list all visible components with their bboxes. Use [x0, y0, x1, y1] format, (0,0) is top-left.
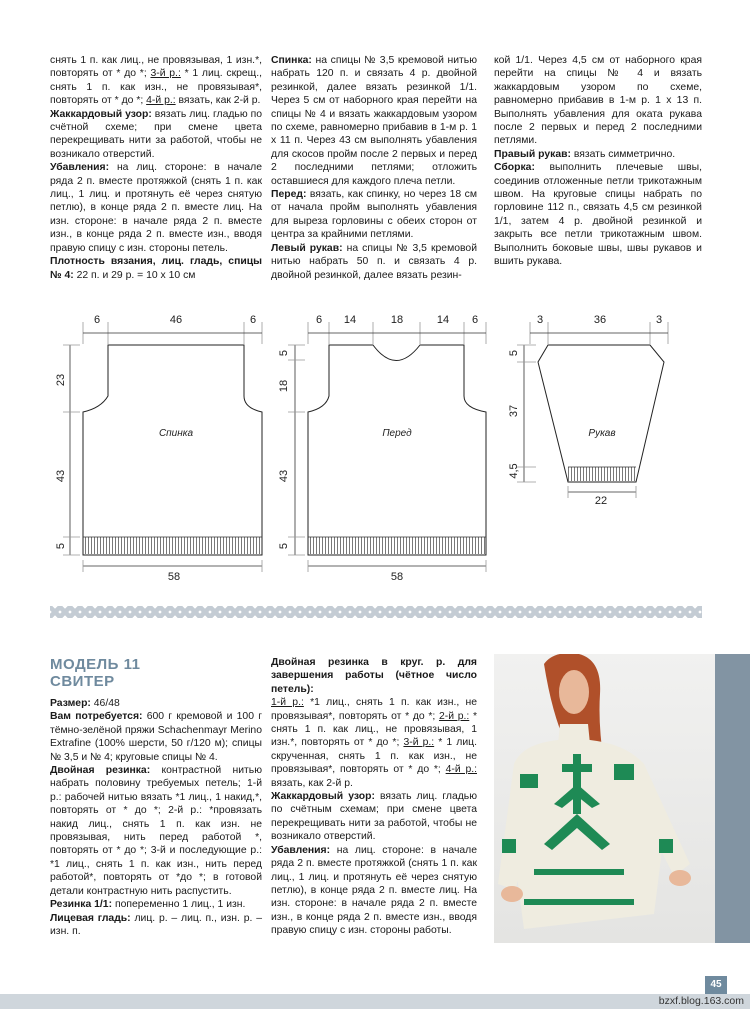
double-rib-paragraph: Двойная резинка: контрастной нитью набрать половину требуемых петель; 1-й р.: рабочей нитью вязать *1 лиц., 1 накид,*, повторять от * до *; 2-й р.: *провязать накид лиц., снять 1 п. как изн. не провязывая, нить перед работой *, повторять от * до *; 3-й и последующие р.: *1 лиц., снять 1 п. как изн., нить перед работой*, повторять от *до *; в готовой детали контрастную нить распустить. — [50, 765, 262, 897]
decorative-side-bar — [715, 654, 750, 943]
sleeve-diagram — [517, 322, 668, 498]
round-double-rib-paragraph: Двойная резинка в круг. р. для завершения работы (чётное число петель): 1-й р.: *1 лиц., снять 1 п. как изн., не провязывая*, повторять от * до *; 2-й р.: * снять 1 п. как лиц., не провязывая, 1 изн.*, повторять от * до *; 3-й р.: * 1 лиц. скрученная, снять 1 п. как изн., не провязывая*, повторять от * до *; 4-й р.: вязать, как 2-й р. — [271, 657, 478, 789]
back-paragraph: Спинка: на спицы № 3,5 кремовой нитью набрать 120 п. и связать 4 р. двойной резинкой, далее вязать резинкой 1/1. Через 5 см от наборного края перейти на спицы № 4 и вязать жаккардовым узором по схеме, равномерно прибавив в 1-м р. 1 х 11 п. Через 43 см выполнять убавления для скосов пройм после 2 первых и перед 2 последними петлями; отложить оставшиеся для каждого плеча петли. — [271, 55, 477, 187]
back-left-lower: 5 — [55, 542, 67, 550]
column-2 — [271, 54, 477, 282]
back-top-right: 6 — [249, 314, 257, 326]
materials-paragraph: Вам потребуется: 600 г кремовой и 100 г тёмно-зелёной пряжи Schachenmayr Merino Extrafine (100% шерсти, 50 г/120 м); спицы № 3,5 и № 4; круговые спицы № 4. — [50, 711, 263, 763]
model-title — [50, 656, 141, 690]
back-bottom: 58 — [167, 571, 181, 583]
back-name: Спинка — [158, 428, 194, 439]
front-bottom: 58 — [390, 571, 404, 583]
front-top-1: 6 — [315, 314, 323, 326]
sleeve-left-1: 5 — [508, 349, 520, 357]
column-5 — [271, 656, 477, 938]
rib-rows-text: снять 1 п. как лиц., не провязывая, 1 изн.*, повторять от * до *; 3-й р.: * 1 лиц. скрещ., снять 1 п. как изн., не провязывая*, повторять от * до *; 4-й р.: вязать, как 2-й р. — [50, 55, 263, 107]
assembly-paragraph: Сборка: выполнить плечевые швы, соединив отложенные петли трикотажным швом. На круговые спицы набрать по горловине 112 п., связать 4,5 см резинкой 1/1, затем 4 р. двойной резинкой и закрыть все петли трикотажным швом. Выполнить боковые швы, швы рукавов и вшить рукава. — [494, 162, 702, 268]
model-name: СВИТЕР — [50, 673, 115, 690]
sleeve-name: Рукав — [588, 428, 616, 439]
front-top-4: 14 — [436, 314, 450, 326]
gauge-paragraph: Плотность вязания, лиц. гладь, спицы № 4: 22 п. и 29 р. = 10 х 10 см — [50, 256, 262, 281]
jacquard-paragraph-2: Жаккардовый узор: вязать лиц. гладью по счётным схемам; при смене цвета перекрещивать нити за работой, чтобы не возникало отверстий. — [271, 791, 477, 843]
rib-1x1-paragraph: Резинка 1/1: попеременно 1 лиц., 1 изн. — [50, 899, 246, 911]
front-left-1: 5 — [278, 349, 290, 357]
sleeve-top-center: 36 — [593, 314, 607, 326]
size-paragraph: Размер: 46/48 — [50, 698, 120, 709]
section-divider — [50, 606, 702, 618]
front-top-3: 18 — [390, 314, 404, 326]
sweater-illustration — [494, 654, 715, 943]
front-diagram — [288, 322, 486, 572]
jacquard-paragraph: Жаккардовый узор: вязать лиц. гладью по счётной схеме; при смене цвета перекрещивать нити за работой, чтобы не возникало отверстий. — [50, 108, 262, 160]
left-sleeve-paragraph: Левый рукав: на спицы № 3,5 кремовой нитью набрать 50 п. и связать 4 р. двойной резинкой, далее вязать резин- — [271, 242, 477, 281]
front-name: Перед — [382, 428, 412, 439]
front-left-3: 43 — [278, 469, 290, 483]
front-paragraph: Перед: вязать, как спинку, но через 18 см от начала пройм выполнять убавления для выреза горловины с обеих сторон от центра за крайними петлями. — [271, 189, 477, 241]
back-top-left: 6 — [93, 314, 101, 326]
footer-bar — [0, 994, 750, 1009]
column-4 — [50, 697, 262, 938]
pattern-diagrams — [0, 300, 750, 600]
right-sleeve-paragraph: Правый рукав: вязать симметрично. — [494, 148, 676, 160]
back-left-middle: 43 — [55, 469, 67, 483]
sleeve-left-2: 37 — [508, 404, 520, 418]
front-top-2: 14 — [343, 314, 357, 326]
decreases-paragraph-2: Убавления: на лиц. стороне: в начале ряда 2 п. вместе протяжкой (снять 1 п. как лиц., 1 лиц. и протянуть её через снятую петлю), в конце ряда 2 п. вместе лиц. На изн. стороне: в начале ряда 2 п. вместе изн., в конце ряда 2 п. вместе изн., вводя правую спицу с изн. стороны работы. — [271, 844, 477, 937]
sleeve-bottom: 22 — [594, 495, 608, 507]
back-top-center: 46 — [169, 314, 183, 326]
column-1 — [50, 54, 262, 282]
model-number: МОДЕЛЬ 11 — [50, 656, 141, 673]
front-left-4: 5 — [278, 542, 290, 550]
page-number: 45 — [705, 976, 727, 994]
front-left-2: 18 — [278, 379, 290, 393]
back-diagram — [63, 322, 262, 572]
back-left-upper: 23 — [55, 373, 67, 387]
sleeve-left-3: 4,5 — [508, 463, 520, 479]
decreases-paragraph: Убавления: на лиц. стороне: в начале ряда 2 п. вместе протяжкой (снять 1 п. как лиц., 1 лиц. и протянуть её через снятую петлю), в конце ряда 2 п. вместе лиц. На изн. стороне: в начале ряда 2 п. вместе изн., в конце ряда 2 п. вместе изн., вводя правую спицу с изн. стороны петель. — [50, 162, 262, 254]
sleeve-top-left: 3 — [536, 314, 544, 326]
stockinette-paragraph: Лицевая гладь: лиц. р. – лиц. п., изн. р. – изн. п. — [50, 912, 262, 937]
model-photo — [494, 654, 715, 943]
column-3 — [494, 54, 702, 269]
sleeve-continuation: кой 1/1. Через 4,5 см от наборного края перейти на спицы № 4 и вязать жаккардовым узором по схеме, равномерно прибавив в 1-м р. 1 х 13 п. Выполнять убавления для оката рукава после 2 первых и перед 2 последними петлями. — [494, 55, 702, 147]
watermark: bzxf.blog.163.com — [658, 995, 744, 1007]
front-top-5: 6 — [471, 314, 479, 326]
sleeve-top-right: 3 — [655, 314, 663, 326]
